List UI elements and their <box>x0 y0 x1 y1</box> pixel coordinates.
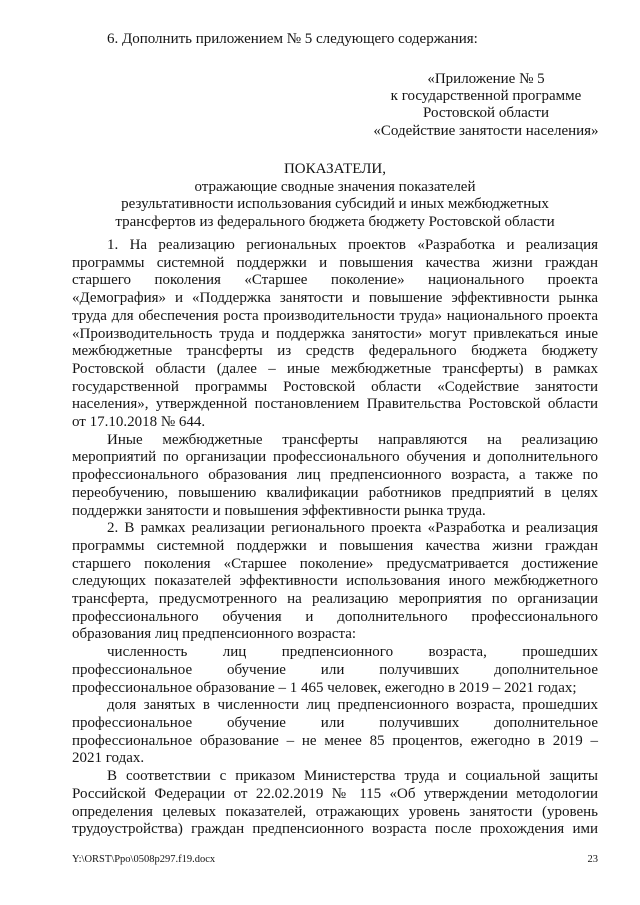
text-line: 2. В рамках реализации регионального проекта «Разработка и реализация <box>107 520 598 537</box>
text-line: профессионального обучения и дополнительного профессионального <box>72 608 598 625</box>
text-line: «Производительность труда и поддержка занятости» могут привлекаться иные <box>72 325 598 342</box>
text-line: профессиональное обучение или получивших дополнительное <box>72 714 598 731</box>
paragraph-3 <box>72 520 598 644</box>
appendix-reference-line: «Приложение № 5 <box>427 71 545 87</box>
text-line: профессионального образования лиц предпенсионного возраста, а также по <box>72 467 598 484</box>
text-line: межбюджетные трансферты из средств федерального бюджета бюджету <box>72 343 598 360</box>
text-line: образования лиц предпенсионного возраста: <box>72 626 357 643</box>
heading-title: ПОКАЗАТЕЛИ, <box>283 161 387 177</box>
text-line: профессиональное обучение или получивших дополнительное <box>72 661 598 678</box>
text-line: Ростовской области (далее – иные межбюджетные трансферты) в рамках <box>72 360 598 377</box>
text-line: трансферта, предусмотренного на реализацию мероприятия по организации <box>72 591 598 608</box>
text-line: программы системной поддержки и повышения качества жизни граждан <box>72 537 598 554</box>
text-line: мероприятий по организации профессионального обучения и дополнительного <box>72 449 598 466</box>
section-heading <box>72 161 598 231</box>
text-line: «Демография» и «Поддержка занятости и повышение эффективности рынка <box>72 290 598 307</box>
text-line: профессиональное образование – 1 465 человек, ежегодно в 2019 – 2021 годах; <box>72 679 577 696</box>
heading-subtitle-line: результативности использования субсидий и иных межбюджетных <box>121 196 549 213</box>
text-line: определения целевых показателей, отражающих уровень занятости (уровень <box>72 803 598 820</box>
text-line: старшего поколения «Старшее поколение» национального проекта <box>72 272 598 289</box>
appendix-reference <box>370 71 602 140</box>
text-line: государственной программы Ростовской области «Содействие занятости <box>72 378 598 395</box>
text-line: 2021 годах. <box>72 750 145 767</box>
paragraph-6 <box>72 768 598 839</box>
heading-subtitle-line: трансфертов из федерального бюджета бюджету Ростовской области <box>115 213 555 230</box>
heading-subtitle-line: отражающие сводные значения показателей <box>194 178 476 195</box>
amendment-item <box>72 31 598 49</box>
appendix-reference-line: к государственной программе <box>390 88 582 105</box>
paragraph-2 <box>72 432 598 521</box>
text-line: Российской Федерации от 22.02.2019 № 115 «Об утверждении методологии <box>72 785 598 802</box>
text-line: Иные межбюджетные трансферты направляются на реализацию <box>107 431 598 448</box>
document-body <box>72 237 598 839</box>
text-line: доля занятых в численности лиц предпенсионного возраста, прошедших <box>107 697 598 714</box>
appendix-reference-line: «Содействие занятости населения» <box>373 122 599 139</box>
text-line: от 17.10.2018 № 644. <box>72 414 206 431</box>
text-line: численность лиц предпенсионного возраста, прошедших <box>107 644 598 661</box>
amendment-item-text: 6. Дополнить приложением № 5 следующего содержания: <box>107 31 478 47</box>
paragraph-4 <box>72 644 598 697</box>
text-line: 1. На реализацию региональных проектов «Разработка и реализация <box>107 237 598 253</box>
text-line: населения», утвержденной постановлением Правительства Ростовской области <box>72 396 598 413</box>
text-line: поддержки занятости и повышения эффективности рынка труда. <box>72 502 486 519</box>
paragraph-1 <box>72 237 598 432</box>
text-line: старшего поколения «Старшее поколение» предусматривается достижение <box>72 555 598 572</box>
page-footer <box>72 853 598 867</box>
text-line: трудоустройства) граждан предпенсионного возраста после прохождения ими <box>72 821 598 838</box>
text-line: труда для обеспечения роста производительности труда» национального проекта <box>72 307 598 324</box>
paragraph-5 <box>72 697 598 768</box>
footer-file-path: Y:\ORST\Ppo\0508p297.f19.docx <box>72 854 216 865</box>
text-line: программы системной поддержки и повышения качества жизни граждан <box>72 254 598 271</box>
appendix-reference-line: Ростовской области <box>423 105 549 122</box>
text-line: В соответствии с приказом Министерства труда и социальной защиты <box>107 768 598 785</box>
page-number: 23 <box>587 854 598 865</box>
text-line: следующих показателей эффективности использования иного межбюджетного <box>72 573 598 590</box>
text-line: переобучению, повышению квалификации работников предприятий в целях <box>72 484 598 501</box>
text-line: профессиональное образование – не менее 85 процентов, ежегодно в 2019 – <box>72 732 598 749</box>
